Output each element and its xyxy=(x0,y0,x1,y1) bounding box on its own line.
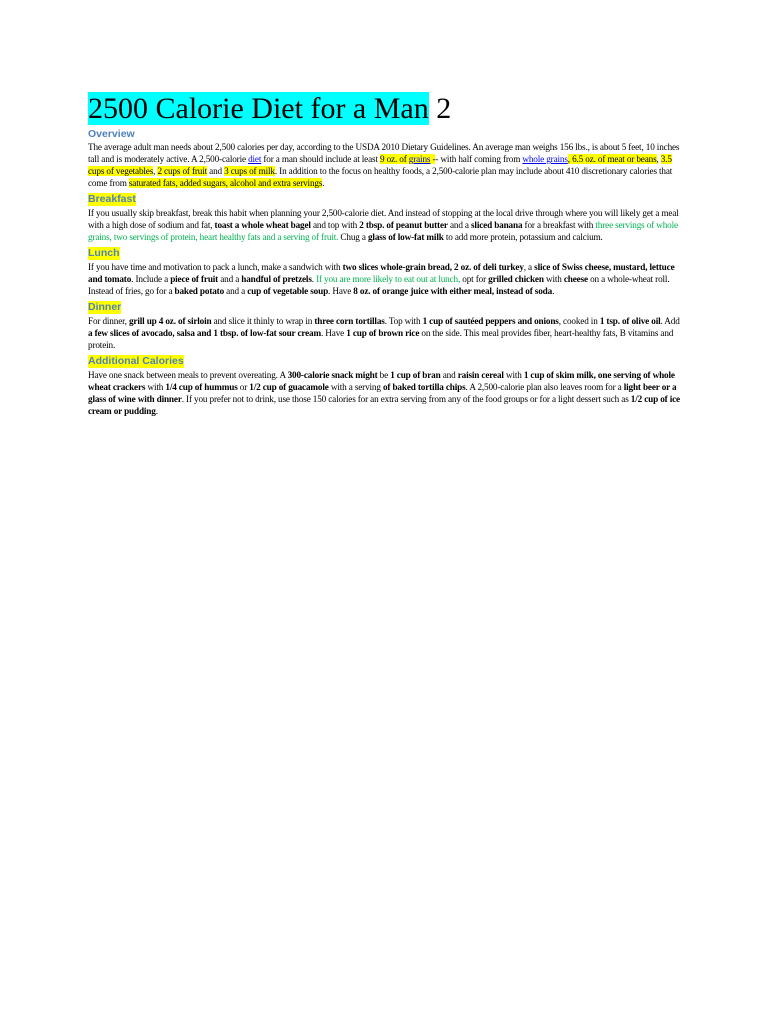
bold-text: three corn tortillas xyxy=(314,316,385,326)
bold-text: light beer or a glass of wine with dinner xyxy=(88,382,677,404)
title-highlighted: 2500 Calorie Diet for a Man xyxy=(88,92,429,125)
green-text: If you are more likely to eat out at lunch, xyxy=(316,274,461,284)
highlight-milk: 3 cups of milk xyxy=(224,166,275,176)
bold-text: 1/2 cup of ice cream or pudding xyxy=(88,394,680,416)
text: . Include a xyxy=(131,274,171,284)
bold-text: 300-calorie snack might xyxy=(287,370,378,380)
text: for a breakfast with xyxy=(522,220,596,230)
heading-lunch: Lunch xyxy=(88,247,120,259)
bold-text: two slices whole-grain bread, 2 oz. of deli turkey xyxy=(342,262,524,272)
text: . Have xyxy=(328,286,354,296)
bold-text: sliced banana xyxy=(471,220,523,230)
text: . xyxy=(311,274,317,284)
bold-text: 1 cup of brown rice xyxy=(346,328,420,338)
text: - xyxy=(430,154,436,164)
paragraph-lunch xyxy=(88,261,680,297)
text: with xyxy=(543,274,564,284)
text: Have one snack between meals to prevent overeating. A xyxy=(88,370,288,380)
bold-text: grilled chicken xyxy=(488,274,544,284)
paragraph-overview xyxy=(88,141,680,189)
highlight-grains-amount xyxy=(380,154,435,164)
text: and a xyxy=(447,220,471,230)
title-suffix: 2 xyxy=(428,92,452,125)
text: . A 2,500-calorie plan also leaves room for a xyxy=(465,382,624,392)
text: , xyxy=(656,154,661,164)
link-diet[interactable]: diet xyxy=(248,154,262,164)
bold-text: handful of pretzels xyxy=(241,274,312,284)
bold-text: slice of Swiss cheese, mustard, lettuce and tomato xyxy=(88,262,675,284)
paragraph-additional-calories xyxy=(88,369,680,417)
paragraph-breakfast xyxy=(88,207,680,243)
text: with a serving xyxy=(328,382,383,392)
text: and slice it thinly to wrap in xyxy=(211,316,315,326)
document-body xyxy=(88,90,680,417)
bold-text: cup of vegetable soup xyxy=(247,286,329,296)
page-title xyxy=(88,90,680,128)
text: Chug a xyxy=(338,232,368,242)
paragraph-dinner xyxy=(88,315,680,351)
text: . xyxy=(322,178,325,188)
text: . Have xyxy=(321,328,347,338)
text: be xyxy=(377,370,391,380)
text: or xyxy=(237,382,250,392)
text: 9 oz. of xyxy=(380,154,409,164)
link-whole-grains[interactable]: whole grains xyxy=(522,154,568,164)
bold-text: baked potato xyxy=(174,286,225,296)
text: The average adult man needs about 2,500 calories per day, according to the USDA 2010 Dietary Guidelines. An average man weighs 156 lbs., is about 5 feet, 10 inches tall and is moderately active. A 2,500-calorie xyxy=(88,142,680,164)
text: and a xyxy=(224,286,248,296)
text: . Top with xyxy=(384,316,423,326)
green-text: three servings of whole grains, two servings of protein, heart healthy fats and a serving of fruit. xyxy=(88,220,678,242)
heading-additional-calories: Additional Calories xyxy=(88,355,184,367)
bold-text: 2 tbsp. of peanut butter xyxy=(359,220,448,230)
text: and top with xyxy=(310,220,360,230)
bold-text: glass of low-fat milk xyxy=(367,232,444,242)
highlight-vegetables: 3.5 cups of vegetables xyxy=(88,154,672,176)
text: . In addition to the focus on healthy foods, a 2,500-calorie plan may include about 410 discretionary calories that come from xyxy=(88,166,673,188)
text: to add more protein, potassium and calcium. xyxy=(443,232,603,242)
text: If you usually skip breakfast, break this habit when planning your 2,500-calorie diet. And instead of stopping at the local drive through where you will likely get a meal with a high dose of sodium and fat, xyxy=(88,208,679,230)
bold-text: 1 cup of skim milk, one serving of whole wheat crackers xyxy=(88,370,675,392)
text: on a whole-wheat roll. Instead of fries, go for a xyxy=(88,274,670,296)
text: - with half coming from xyxy=(435,154,523,164)
bold-text: cheese xyxy=(563,274,588,284)
bold-text: raisin cereal xyxy=(457,370,504,380)
bold-text: 1 cup of sautéed peppers and onions xyxy=(422,316,559,326)
text: and a xyxy=(218,274,242,284)
text: , a xyxy=(523,262,535,272)
text: For dinner, xyxy=(88,316,129,326)
bold-text: 1 tsp. of olive oil xyxy=(599,316,661,326)
text: , cooked in xyxy=(558,316,600,326)
heading-breakfast: Breakfast xyxy=(88,193,136,205)
highlight-meat: , 6.5 oz. of meat or beans xyxy=(567,154,657,164)
text: with xyxy=(503,370,524,380)
text: . xyxy=(552,286,555,296)
heading-dinner: Dinner xyxy=(88,301,122,313)
bold-text: 1/4 cup of hummus xyxy=(165,382,238,392)
bold-text: grill up 4 oz. of sirloin xyxy=(128,316,212,326)
bold-text: of baked tortilla chips xyxy=(382,382,466,392)
bold-text: 1/2 cup of guacamole xyxy=(249,382,329,392)
text: opt for xyxy=(460,274,489,284)
heading-overview: Overview xyxy=(88,128,135,140)
link-grains[interactable]: grains xyxy=(408,154,431,164)
text: and xyxy=(440,370,458,380)
highlight-fruit: 2 cups of fruit xyxy=(157,166,208,176)
highlight-discretionary: saturated fats, added sugars, alcohol and extra servings xyxy=(128,178,323,188)
bold-text: a few slices of avocado, salsa and 1 tbsp. of low-fat sour cream xyxy=(88,328,322,338)
bold-text: piece of fruit xyxy=(170,274,219,284)
bold-text: 8 oz. of orange juice with either meal, instead of soda xyxy=(353,286,553,296)
text: , xyxy=(153,166,158,176)
bold-text: toast a whole wheat bagel xyxy=(214,220,311,230)
text: . xyxy=(155,406,158,416)
text: . If you prefer not to drink, use those 150 calories for an extra serving from any of the food groups or for a light dessert such as xyxy=(181,394,631,404)
text: for a man should include at least xyxy=(261,154,380,164)
text: If you have time and motivation to pack a lunch, make a sandwich with xyxy=(88,262,343,272)
text: with xyxy=(145,382,166,392)
text: and xyxy=(207,166,225,176)
text: on the side. This meal provides fiber, heart-healthy fats, B vitamins and protein. xyxy=(88,328,674,350)
bold-text: 1 cup of bran xyxy=(390,370,441,380)
text: . Add xyxy=(660,316,680,326)
